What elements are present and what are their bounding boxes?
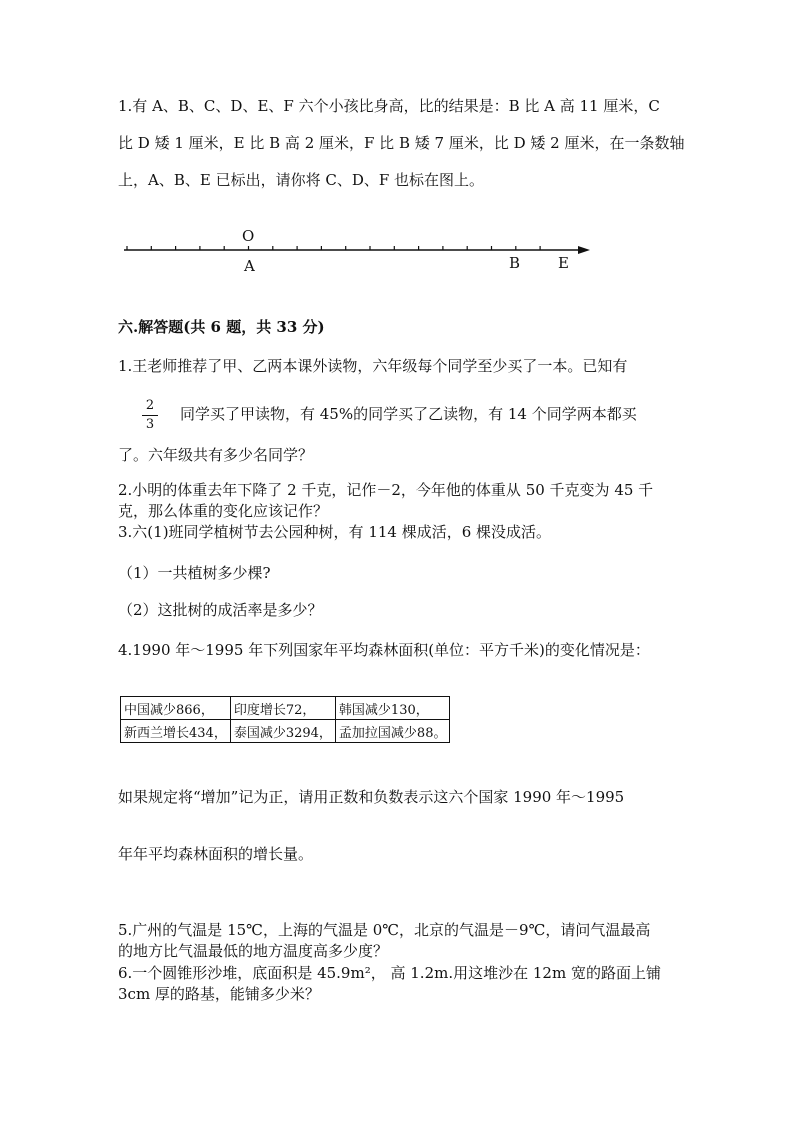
- q3-line1: 3.六(1)班同学植树节去公园种树，有 114 棵成活，6 棵没成活。: [118, 523, 552, 541]
- number-line: [0, 220, 794, 280]
- forest-table: [120, 696, 450, 743]
- table-cell: 韩国减少130，: [335, 697, 450, 720]
- fraction-two-thirds: [142, 398, 158, 433]
- point-b-label: B: [509, 254, 521, 272]
- fraction-denominator: 3: [145, 417, 155, 432]
- number-line-arrow: [578, 246, 590, 254]
- q-heights-line2: 比 D 矮 1 厘米，E 比 B 高 2 厘米，F 比 B 矮 7 厘米，比 D 矮 2 厘米，在一条数轴: [118, 134, 685, 152]
- q1-line1: 1.王老师推荐了甲、乙两本课外读物，六年级每个同学至少买了一本。已知有: [118, 357, 628, 375]
- q3-sub2: （2）这批树的成活率是多少？: [118, 601, 323, 619]
- q2-line1: 2.小明的体重去年下降了 2 千克，记作－2，今年他的体重从 50 千克变为 45 千: [118, 481, 654, 499]
- q4-line1: 4.1990 年～1995 年下列国家年平均森林面积(单位：平方千米)的变化情况是：: [118, 641, 650, 659]
- table-cell: 新西兰增长434，: [121, 720, 231, 743]
- table-cell: 泰国减少3294，: [230, 720, 335, 743]
- table-row: [121, 720, 450, 743]
- table-cell: 印度增长72，: [230, 697, 335, 720]
- q4-line3: 年年平均森林面积的增长量。: [118, 845, 314, 863]
- q1-line3: 了。六年级共有多少名同学？: [118, 446, 314, 464]
- q6-line2: 3cm 厚的路基，能铺多少米？: [118, 985, 320, 1003]
- q5-line2: 的地方比气温最低的地方温度高多少度？: [118, 942, 389, 960]
- table-cell: 孟加拉国减少88。: [335, 720, 450, 743]
- section-title: 六.解答题(共 6 题，共 33 分): [118, 318, 325, 336]
- table-row: [121, 697, 450, 720]
- q4-line2: 如果规定将“增加”记为正，请用正数和负数表示这六个国家 1990 年～1995: [118, 788, 625, 806]
- q3-sub1: （1）一共植树多少棵?: [118, 564, 271, 582]
- point-a-label: A: [244, 257, 255, 275]
- q1-line2: 同学买了甲读物，有 45%的同学买了乙读物，有 14 个同学两本都买: [180, 405, 637, 423]
- q5-line1: 5.广州的气温是 15℃，上海的气温是 0℃，北京的气温是－9℃，请问气温最高: [118, 921, 651, 939]
- q-heights-line3: 上，A、B、E 已标出，请你将 C、D、F 也标在图上。: [118, 171, 485, 189]
- fraction-numerator: 2: [145, 398, 155, 413]
- q2-line2: 克，那么体重的变化应该记作？: [118, 502, 329, 520]
- q6-line1: 6.一个圆锥形沙堆，底面积是 45.9m²， 高 1.2m.用这堆沙在 12m 宽的路面上铺: [118, 964, 661, 982]
- origin-label: O: [242, 227, 255, 245]
- point-e-label: E: [558, 254, 569, 272]
- table-cell: 中国减少866，: [121, 697, 231, 720]
- q-heights-line1: 1.有 A、B、C、D、E、F 六个小孩比身高，比的结果是：B 比 A 高 11 厘米，C: [118, 97, 660, 115]
